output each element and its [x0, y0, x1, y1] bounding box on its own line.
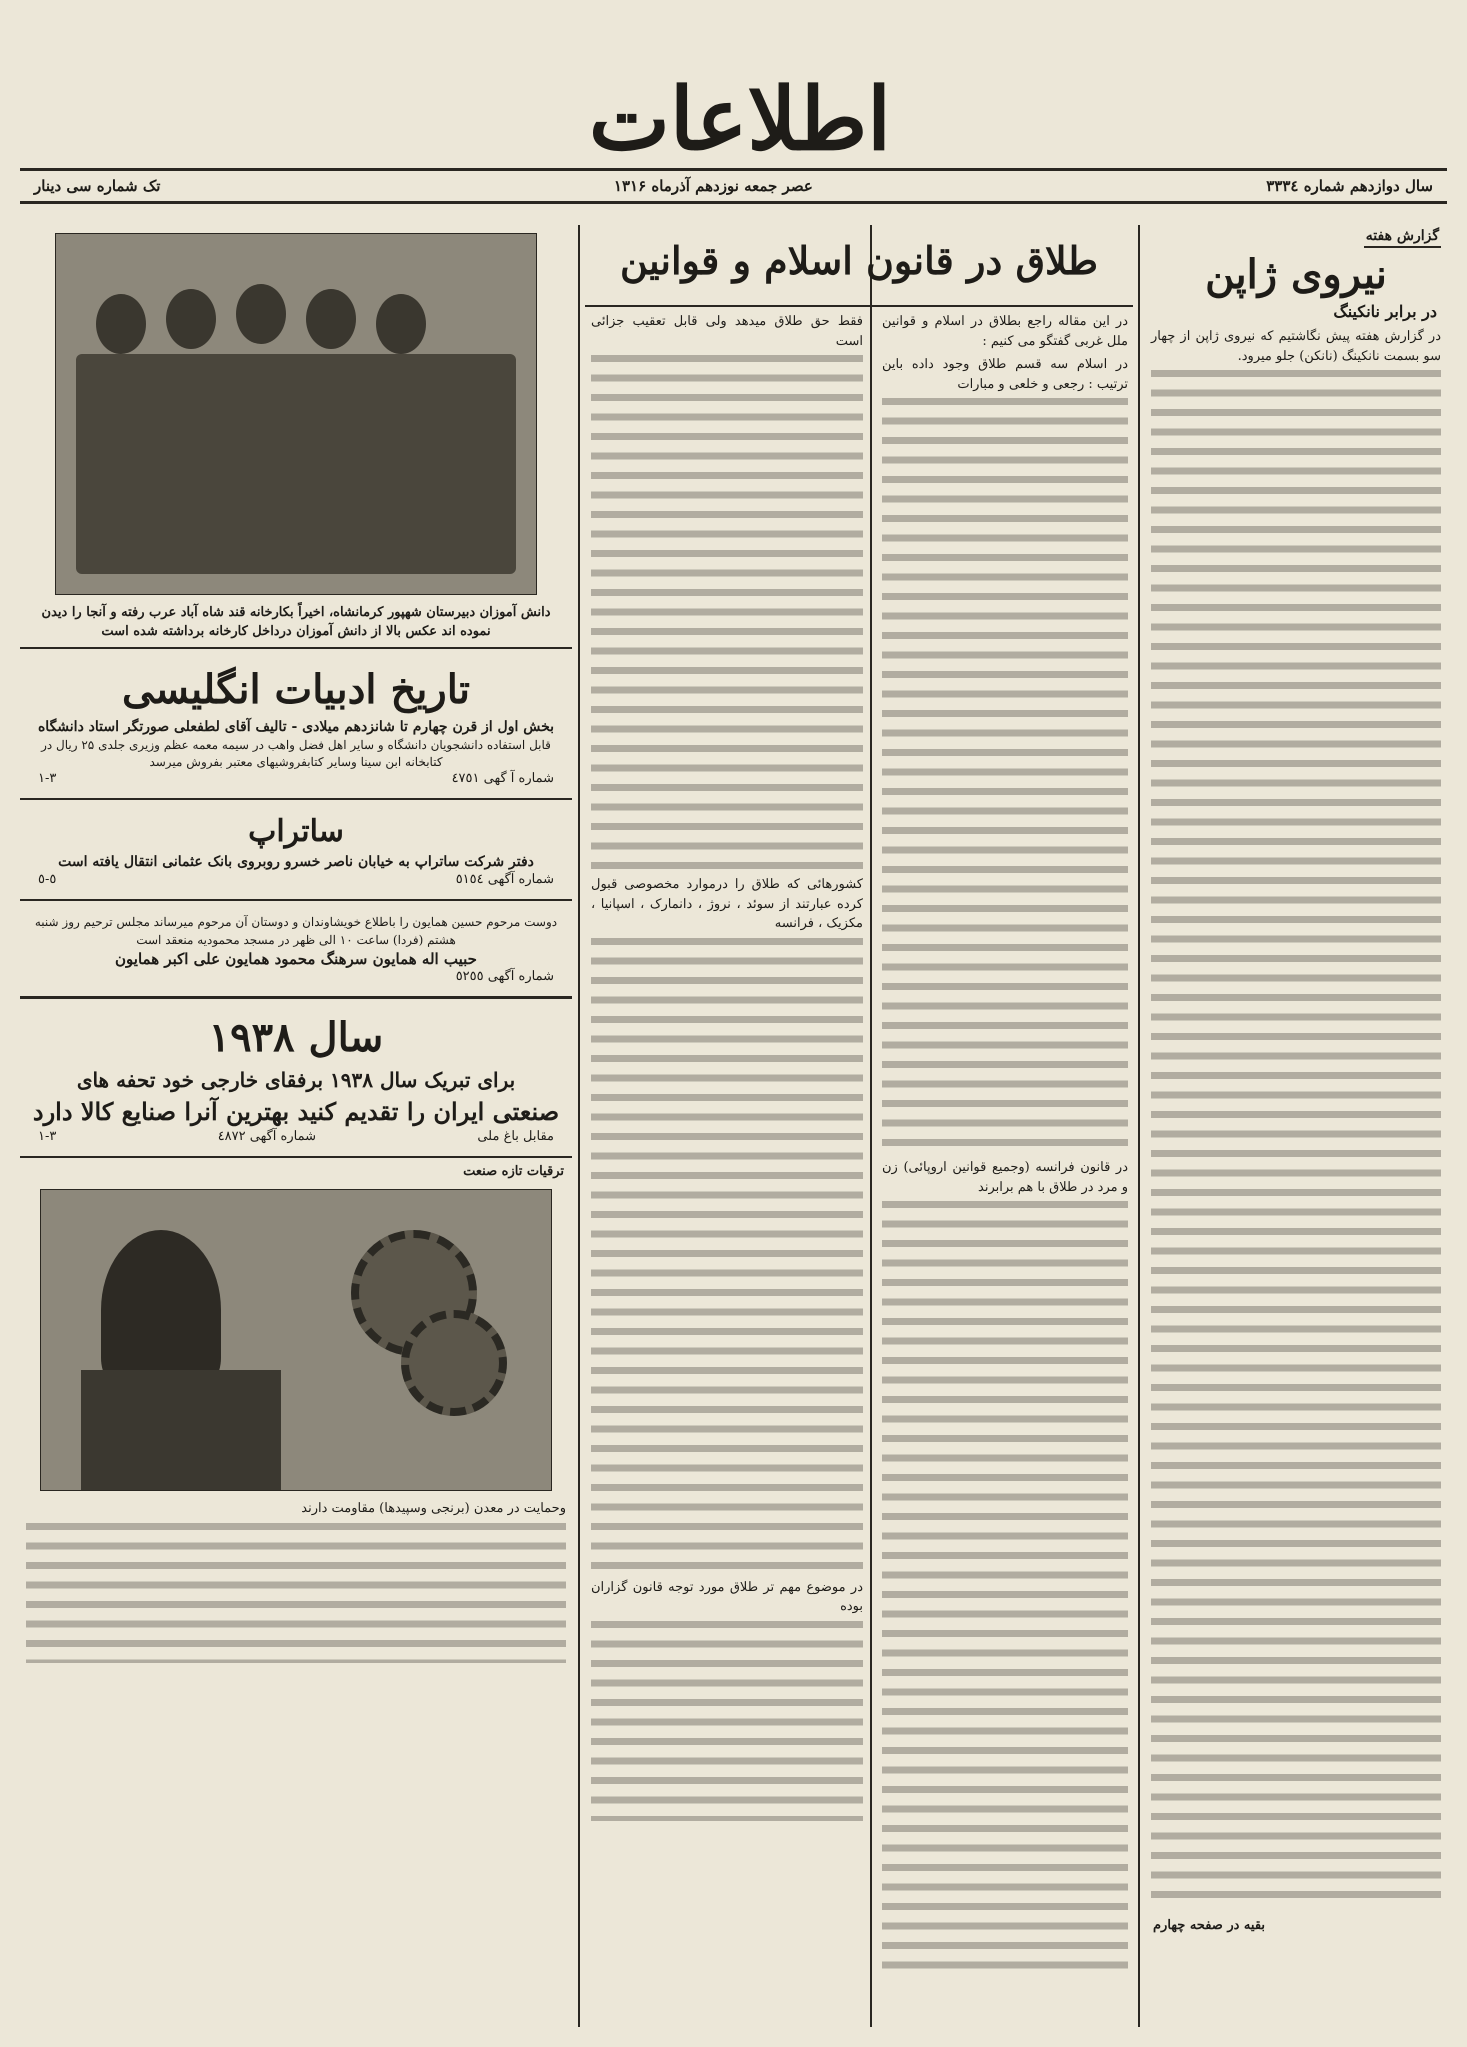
ad-line: صنعتی ایران را تقدیم کنید بهترین آنرا صنایع کالا دارد [32, 1097, 560, 1126]
column-rule [1138, 225, 1140, 2027]
notice-body: دوست مرحوم حسین همایون را باطلاع خویشاوندان و دوستان آن مرحوم میرساند مجلس ترحیم روز شنبه هشتم (فردا) ساعت ۱۰ الی ظهر در مسجد محمودیه منعقد است [34, 915, 558, 947]
photo-title: ترقیات تازه صنعت [463, 1164, 564, 1179]
industry-article [20, 1499, 572, 1519]
ad-english-literature [28, 655, 564, 794]
ad-reference: شماره آ گهی ٤٧٥١ ۱-۳ [38, 771, 554, 786]
article-paragraph: در موضوع مهم تر طلاق مورد توجه قانون گزاران بوده [591, 1579, 863, 1614]
article-lead: در گزارش هفته پیش نگاشتیم که نیروی ژاپن از چهار سو بسمت نانکینگ (نانکن) جلو میرود. [1151, 329, 1441, 364]
ad-reference: شماره آگهی ٥١٥٤ ٥-٥ [38, 872, 554, 887]
ad-title: سال ۱۹۳۸ [208, 1014, 384, 1061]
article-paragraph: در اسلام سه قسم طلاق وجود داده باین ترتیب : رجعی و خلعی و مبارات [882, 357, 1128, 392]
article-subhead: در برابر نانکینگ [1333, 302, 1437, 321]
body-text-lines [882, 1201, 1128, 1981]
ad-body: دفتر شرکت ساتراپ به خیابان ناصر خسرو روبروی بانک عثمانی انتقال یافته است [58, 854, 534, 870]
ad-sanaye-kala [28, 1003, 564, 1152]
ad-line: برای تبریک سال ۱۹۳۸ برفقای خارجی خود تحفه های [76, 1068, 516, 1092]
ad-reference: مقابل باغ ملی شماره آگهی ٤٨٧٢ ۱-۳ [38, 1129, 554, 1144]
ad-subtitle: بخش اول از قرن چهارم تا شانزدهم میلادی - تالیف آقای لطفعلی صورتگر استاد دانشگاه [37, 719, 555, 735]
article-body [876, 312, 1134, 394]
article-divorce-col-a [876, 312, 1134, 2027]
ad-body: قابل استفاده دانشجویان دانشگاه و سایر اهل فضل واهب در سیمه معمه عظم وزیری جلدی ۲۵ ریال در کتابخانه ابن سینا وسایر کتابفروشیهای معتبر بفروش میرسد [41, 738, 551, 769]
body-text-lines [591, 1621, 863, 1821]
article-divorce-col-b [585, 312, 869, 2027]
article-body [1145, 327, 1447, 366]
headline-rule [585, 305, 1133, 307]
article-headline: طلاق در قانون اسلام و قوانین [620, 238, 1098, 283]
article-headline: نیروی ژاپن [1205, 251, 1387, 298]
article-lead: وحمایت در معدن (برنجی وسپیدها) مقاومت دارند [301, 1501, 566, 1516]
article-japan [1145, 225, 1447, 2027]
ad-satrap [28, 804, 564, 895]
article-lead: فقط حق طلاق میدهد ولی قابل تعقیب جزائی است [591, 314, 863, 349]
body-text-lines [591, 938, 863, 1578]
issue-number: سال دوازدهم شماره ۳۳۳٤ [1266, 177, 1433, 195]
students-photo [55, 233, 537, 595]
issue-price: تک شماره سی دینار [34, 177, 161, 195]
ad-title: ساتراپ [248, 814, 344, 849]
masthead-logo: اطلاعات [588, 69, 892, 170]
notice-names: حبیب اله همایون سرهنگ محمود همایون علی اکبر همایون [115, 950, 477, 968]
article-lead: در این مقاله راجع بطلاق در اسلام و قوانین ملل غربی گفتگو می کنیم : [882, 314, 1128, 349]
article-divorce-header [584, 225, 1134, 305]
ad-title: تاریخ ادبیات انگلیسی [121, 666, 471, 713]
body-text-lines [882, 398, 1128, 1158]
ad-reference: شماره آگهی ٥٢٥٥ [455, 969, 554, 984]
photo-caption: دانش آموزان دبیرستان شهپور کرمانشاه، اخیراً بکارخانه قند شاه آباد عرب رفته و آنجا را دیدن نموده اند عکس بالا از دانش آموزان درداخل کارخانه برداشته شده است [41, 605, 551, 639]
body-text-lines [591, 355, 863, 875]
column-rule [870, 225, 872, 2027]
notice-memorial [28, 905, 564, 992]
issue-bar [20, 168, 1447, 204]
article-body [585, 312, 869, 351]
industry-photo [40, 1189, 552, 1491]
continued-note: بقیه در صفحه چهارم [1153, 1918, 1266, 1933]
body-text-lines [26, 1523, 566, 1663]
article-paragraph: کشورهائی که طلاق را درموارد مخصوصی قبول کرده عبارتند از سوئد ، نروژ ، دانمارک ، اسپانیا ، مکزیک ، فرانسه [591, 877, 863, 931]
body-text-lines [1151, 370, 1441, 1910]
article-paragraph: در قانون فرانسه (وجمیع قوانین اروپائی) زن و مرد در طلاق با هم برابرند [882, 1160, 1128, 1195]
article-kicker: گزارش هفته [1364, 228, 1441, 248]
column-rule [578, 225, 580, 2027]
issue-date: عصر جمعه نوزدهم آذرماه ۱۳۱۶ [613, 177, 813, 195]
ads-column [20, 225, 572, 2027]
